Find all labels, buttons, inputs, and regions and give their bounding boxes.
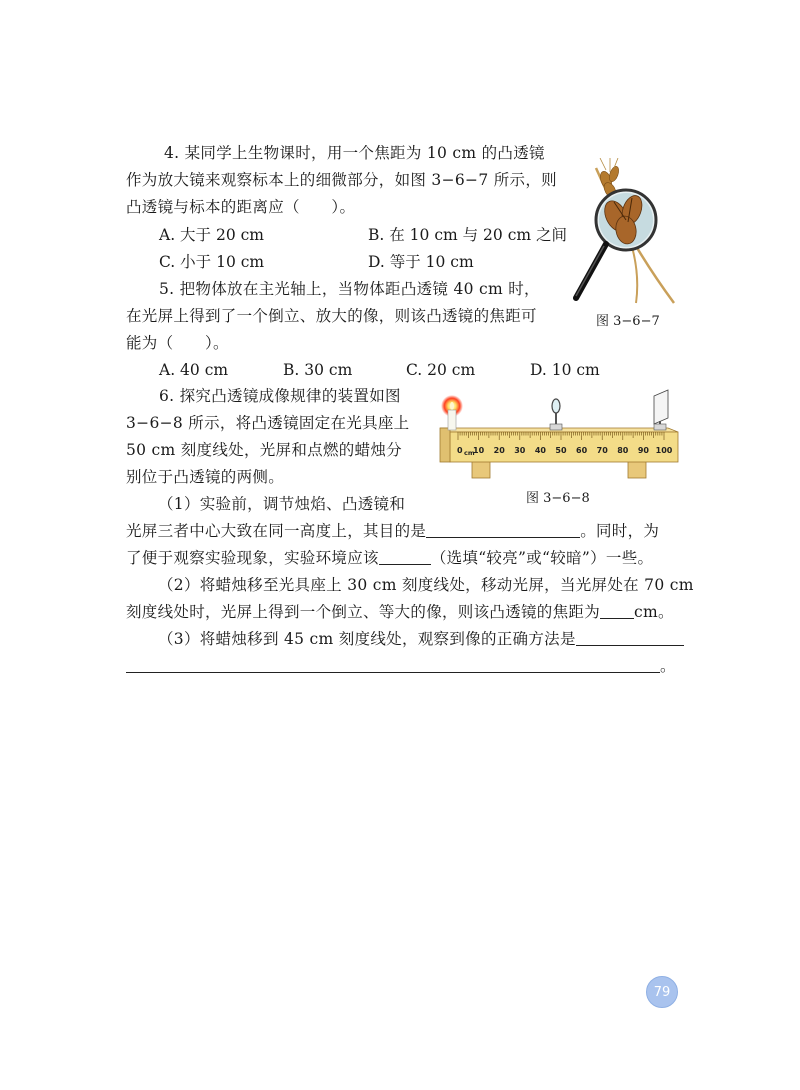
q6-part-2-line-1: （2）将蜡烛移至光具座上 30 cm 刻度线处，移动光屏，当光屏处在 70 cm xyxy=(158,576,694,594)
ruler-label-40: 40 xyxy=(534,446,546,455)
candle xyxy=(448,410,456,430)
page-number-badge: 79 xyxy=(646,976,678,1008)
q6-blank-purpose[interactable] xyxy=(426,522,580,538)
q5-option-c: C. 20 cm xyxy=(406,361,476,379)
q5-option-d: D. 10 cm xyxy=(530,361,600,379)
q6-blank-method-a[interactable] xyxy=(576,630,684,646)
q6-part-1-line-3 xyxy=(126,548,653,568)
q6-line-2: 3−6−8 所示，将凸透镜固定在光具座上 xyxy=(126,414,410,432)
ruler-label-0: 0 xyxy=(457,446,463,455)
q6-line-3: 50 cm 刻度线处，光屏和点燃的蜡烛分 xyxy=(126,441,402,459)
ruler-label-70: 70 xyxy=(596,446,608,455)
q6-blank-method-b[interactable] xyxy=(126,657,660,673)
q6-line-1: 6. 探究凸透镜成像规律的装置如图 xyxy=(159,387,401,405)
q6-part-2-line-2-text: 刻度线处时，光屏上得到一个倒立、等大的像，则该凸透镜的焦距为 xyxy=(126,603,601,621)
q6-part-2-line-2-tail: cm。 xyxy=(634,603,674,621)
q5-line-1: 5. 把物体放在主光轴上，当物体距凸透镜 40 cm 时， xyxy=(159,280,540,298)
ruler-label-10: 10 xyxy=(473,446,485,455)
ruler-label-90: 90 xyxy=(637,446,649,455)
convex-lens xyxy=(552,399,560,413)
optical-bench-figure xyxy=(432,384,680,482)
ruler-label-50: 50 xyxy=(555,446,567,455)
q5-option-b: B. 30 cm xyxy=(283,361,353,379)
q6-part-1-line-2-text: 光屏三者中心大致在同一高度上，其目的是 xyxy=(126,522,427,540)
q5-option-a: A. 40 cm xyxy=(159,361,229,379)
ruler-label-80: 80 xyxy=(617,446,629,455)
q6-part-2-line-2 xyxy=(126,602,674,622)
q6-blank-environment[interactable] xyxy=(379,549,431,565)
q5-line-2: 在光屏上得到了一个倒立、放大的像，则该凸透镜的焦距可 xyxy=(126,307,537,325)
q6-part-3-line-1-text: （3）将蜡烛移到 45 cm 刻度线处，观察到像的正确方法是 xyxy=(158,630,576,648)
q6-part-3-line-2 xyxy=(126,656,676,676)
ruler-label-30: 30 xyxy=(514,446,526,455)
q6-part-3-line-2-tail: 。 xyxy=(660,657,676,675)
q6-part-1-line-1: （1）实验前，调节烛焰、凸透镜和 xyxy=(158,495,406,513)
q4-option-a: A. 大于 20 cm xyxy=(159,226,265,244)
ruler-label-20: 20 xyxy=(493,446,505,455)
q6-line-4: 别位于凸透镜的两侧。 xyxy=(126,468,285,486)
magnifier-wheat-figure xyxy=(566,158,682,308)
ruler-unit-label: cm xyxy=(464,449,475,457)
q4-line-2: 作为放大镜来观察标本上的细微部分，如图 3−6−7 所示，则 xyxy=(126,171,557,189)
figure-3-6-8-caption: 图 3−6−8 xyxy=(526,491,590,506)
light-screen xyxy=(654,390,668,424)
ruler-label-60: 60 xyxy=(576,446,588,455)
q6-part-1-line-2-tail: 。同时，为 xyxy=(580,522,660,540)
q6-part-1-line-3-tail: （选填“较亮”或“较暗”）一些。 xyxy=(430,549,654,567)
ruler-label-100: 100 xyxy=(655,446,673,455)
q4-option-c: C. 小于 10 cm xyxy=(159,253,265,271)
q6-part-1-line-3-text: 了便于观察实验现象，实验环境应该 xyxy=(126,549,379,567)
figure-3-6-7-caption: 图 3−6−7 xyxy=(596,314,660,329)
q6-part-1-line-2 xyxy=(126,521,659,541)
q6-part-3-line-1 xyxy=(158,629,684,649)
q4-option-d: D. 等于 10 cm xyxy=(368,253,474,271)
q6-blank-focal-length[interactable] xyxy=(600,603,634,619)
q5-line-3: 能为（ ）。 xyxy=(126,334,229,352)
q4-option-b: B. 在 10 cm 与 20 cm 之间 xyxy=(368,226,568,244)
q4-line-3: 凸透镜与标本的距离应（ ）。 xyxy=(126,198,356,216)
q4-line-1: 4. 某同学上生物课时，用一个焦距为 10 cm 的凸透镜 xyxy=(164,144,545,162)
